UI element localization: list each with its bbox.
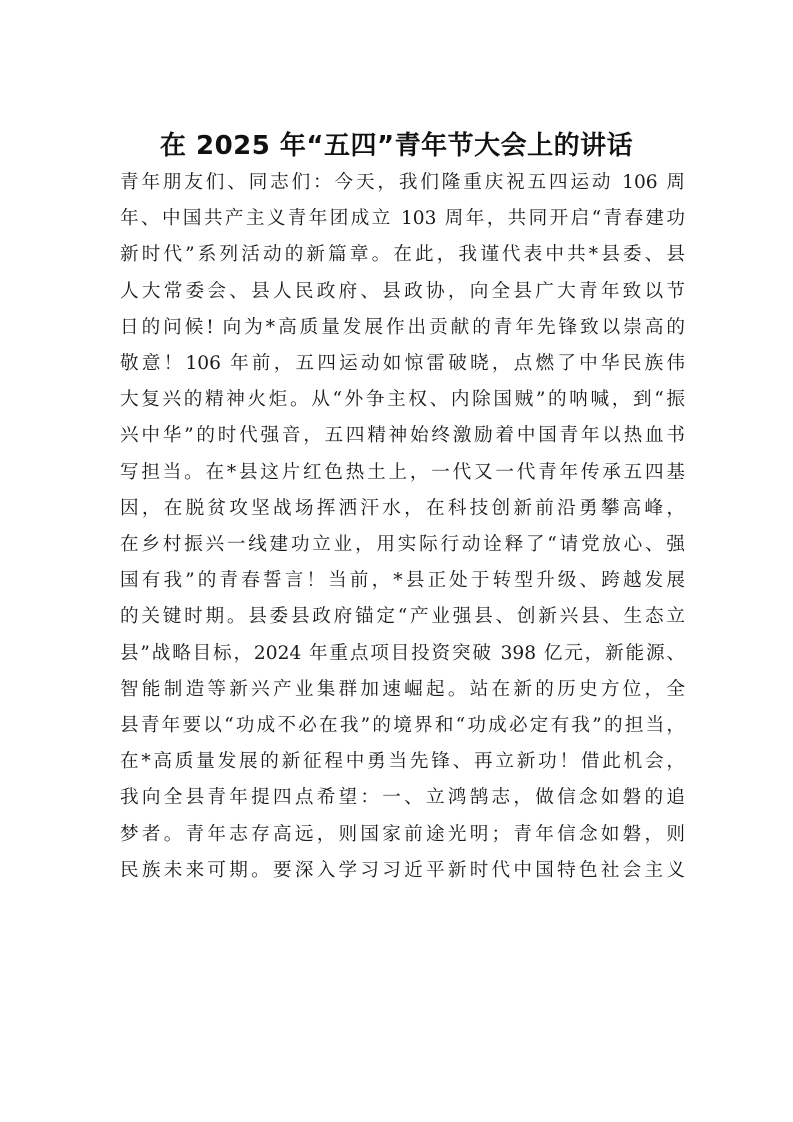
body-line: 县”战略目标，2024 年重点项目投资突破 398 亿元，新能源、 <box>120 642 685 664</box>
body-line: 日的问候! 向为*高质量发展作出贡献的青年先锋致以崇高的 <box>120 316 685 338</box>
document-title: 在 2025 年“五四”青年节大会上的讲话 <box>159 131 634 161</box>
body-line: 县青年要以“功成不必在我”的境界和“功成必定有我”的担当， <box>120 715 685 737</box>
body-line: 智能制造等新兴产业集群加速崛起。站在新的历史方位，全 <box>120 678 685 700</box>
body-line: 在乡村振兴一线建功立业，用实际行动诠释了“请党放心、强 <box>120 534 685 556</box>
body-line: 写担当。在*县这片红色热土上，一代又一代青年传承五四基 <box>120 461 685 483</box>
body-line: 兴中华”的时代强音，五四精神始终激励着中国青年以热血书 <box>120 425 685 447</box>
body-line: 国有我”的青春誓言！当前，*县正处于转型升级、跨越发展 <box>120 570 685 592</box>
body-line: 的关键时期。县委县政府锚定“产业强县、创新兴县、生态立 <box>120 606 685 628</box>
speech-body <box>120 165 685 889</box>
body-line: 年、中国共产主义青年团成立 103 周年，共同开启“青春建功 <box>120 208 685 230</box>
body-line: 因，在脱贫攻坚战场挥洒汗水，在科技创新前沿勇攀高峰， <box>120 497 685 519</box>
body-line: 梦者。青年志存高远，则国家前途光明；青年信念如磐，则 <box>120 823 685 845</box>
body-line: 新时代”系列活动的新篇章。在此，我谨代表中共*县委、县 <box>120 244 685 266</box>
body-line: 在*高质量发展的新征程中勇当先锋、再立新功！借此机会， <box>120 751 685 773</box>
body-line: 我向全县青年提四点希望：一、立鸿鹄志，做信念如磐的追 <box>120 787 685 809</box>
body-line: 人大常委会、县人民政府、县政协，向全县广大青年致以节 <box>120 280 685 302</box>
body-line: 大复兴的精神火炬。从“外争主权、内除国贼”的呐喊，到“振 <box>120 389 685 411</box>
body-line: 民族未来可期。要深入学习习近平新时代中国特色社会主义 <box>120 859 685 881</box>
body-line: 敬意！106 年前，五四运动如惊雷破晓，点燃了中华民族伟 <box>120 353 685 375</box>
body-line: 青年朋友们、同志们：今天，我们隆重庆祝五四运动 106 周 <box>120 172 685 193</box>
